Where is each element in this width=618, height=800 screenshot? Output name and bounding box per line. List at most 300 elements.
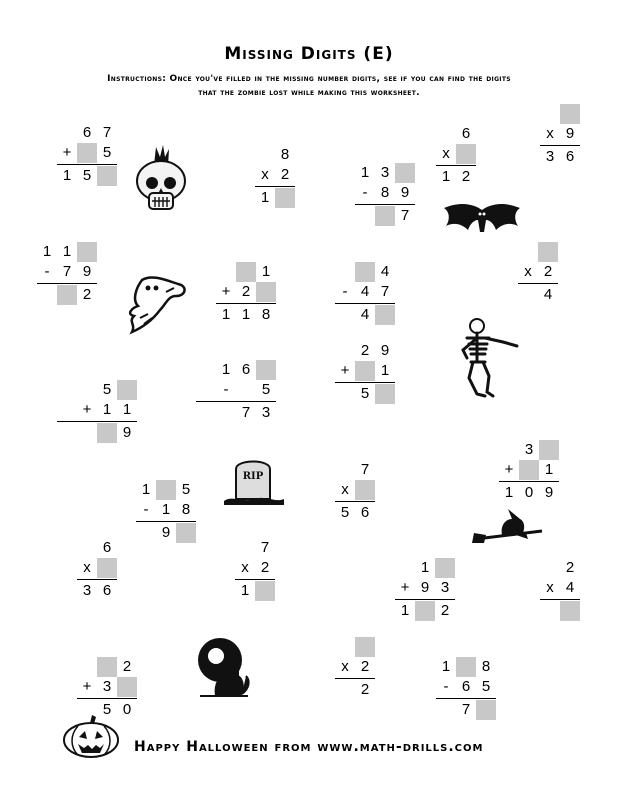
answer-rule	[540, 145, 580, 146]
digit: 9	[380, 342, 390, 359]
missing-digit-box[interactable]	[560, 601, 580, 621]
digit: 2	[565, 559, 575, 576]
problem-row	[518, 262, 558, 282]
missing-digit-box[interactable]	[375, 305, 395, 325]
moon-highlight	[208, 648, 224, 664]
problem-row	[355, 163, 415, 183]
problem-row	[335, 262, 395, 282]
problem-10	[335, 341, 395, 404]
digit	[499, 440, 519, 460]
digit	[540, 104, 560, 124]
digit	[216, 403, 236, 423]
missing-digit-box[interactable]	[97, 657, 117, 677]
missing-digit-box[interactable]	[476, 700, 496, 720]
problem-2	[255, 145, 295, 208]
missing-digit-box[interactable]	[97, 423, 117, 443]
digit: 9	[420, 579, 430, 596]
ghost-illustration	[122, 274, 192, 338]
black-cat-moon-illustration	[190, 636, 252, 698]
digit: 6	[360, 504, 370, 521]
problem-row	[395, 558, 455, 578]
tombstone-illustration	[222, 455, 286, 507]
operator: x	[341, 481, 349, 498]
missing-digit-box[interactable]	[395, 163, 415, 183]
missing-digit-box[interactable]	[117, 677, 137, 697]
digit	[518, 242, 538, 262]
answer-rule	[57, 421, 137, 422]
answer-rule	[436, 698, 496, 699]
ghost-eye-left	[146, 286, 151, 291]
missing-digit-box[interactable]	[355, 480, 375, 500]
digit: 1	[241, 306, 251, 323]
problem-19	[540, 558, 580, 621]
problem-row	[540, 558, 580, 578]
digit: 2	[280, 166, 290, 183]
digit	[540, 558, 560, 578]
problem-5	[540, 104, 580, 167]
digit: 1	[380, 362, 390, 379]
operator: +	[340, 362, 350, 379]
missing-digit-box[interactable]	[355, 637, 375, 657]
operator: x	[546, 125, 554, 142]
problem-row	[518, 285, 558, 305]
digit: 3	[440, 579, 450, 596]
problem-row	[57, 380, 137, 400]
digit: 1	[62, 167, 72, 184]
digit: 6	[82, 124, 92, 141]
operator: -	[44, 263, 50, 280]
skeleton-illustration	[455, 316, 525, 400]
digit: 1	[504, 484, 514, 501]
digit: 1	[420, 559, 430, 576]
problem-row	[335, 657, 375, 677]
digit: 7	[62, 263, 72, 280]
digit: 6	[102, 582, 112, 599]
problem-20	[77, 657, 137, 720]
digit: 3	[102, 678, 112, 695]
problem-row	[436, 167, 476, 187]
answer-rule	[216, 303, 276, 304]
digit	[395, 558, 415, 578]
missing-digit-box[interactable]	[176, 523, 196, 543]
problem-row	[335, 637, 375, 657]
digit: 4	[565, 579, 575, 596]
problem-row	[335, 460, 375, 480]
problem-13	[499, 440, 559, 503]
operator: -	[362, 184, 368, 201]
answer-rule	[335, 678, 375, 679]
problem-row	[540, 104, 580, 124]
answer-rule	[196, 401, 276, 402]
digit: 1	[400, 602, 410, 619]
digit: 5	[360, 385, 370, 402]
tombstone-label: RIP	[242, 471, 264, 482]
missing-digit-box[interactable]	[456, 657, 476, 677]
digit: 7	[260, 539, 270, 556]
problem-row	[540, 124, 580, 144]
ghost-eye-right	[154, 286, 159, 291]
footer: Happy Halloween from www.math-drills.com	[134, 739, 484, 755]
problem-1	[57, 123, 117, 186]
missing-digit-box[interactable]	[256, 360, 276, 380]
problem-row	[499, 440, 559, 460]
skeleton-bones	[463, 333, 517, 396]
digit	[57, 380, 77, 400]
problem-row	[235, 581, 275, 601]
problem-row	[196, 360, 276, 380]
problem-row	[335, 305, 395, 325]
missing-digit-box[interactable]	[77, 143, 97, 163]
problem-row	[436, 700, 496, 720]
digit: 6	[461, 125, 471, 142]
missing-digit-box[interactable]	[77, 242, 97, 262]
problem-row	[335, 282, 395, 302]
digit: 9	[565, 125, 575, 142]
digit: 5	[481, 678, 491, 695]
digit	[57, 123, 77, 143]
digit: 3	[261, 404, 271, 421]
digit: 0	[524, 484, 534, 501]
problem-row	[216, 262, 276, 282]
answer-rule	[355, 204, 415, 205]
problem-9	[518, 242, 558, 305]
digit	[216, 262, 236, 282]
answer-rule	[335, 303, 395, 304]
ghost-body	[130, 277, 184, 332]
answer-rule	[235, 579, 275, 580]
problem-row	[77, 581, 117, 601]
digit: 8	[481, 658, 491, 675]
digit: 9	[400, 184, 410, 201]
digit	[335, 341, 355, 361]
digit	[335, 305, 355, 325]
operator: +	[400, 579, 410, 596]
operator: x	[83, 559, 91, 576]
problem-16	[77, 538, 117, 601]
digit	[77, 423, 97, 443]
digit: 6	[102, 539, 112, 556]
problem-row	[335, 503, 375, 523]
digit	[77, 657, 97, 677]
digit	[196, 403, 216, 423]
problem-18	[395, 558, 455, 621]
problem-row	[57, 400, 137, 420]
digit: 3	[545, 148, 555, 165]
digit	[57, 400, 77, 420]
digit: 5	[102, 144, 112, 161]
digit: 8	[280, 146, 290, 163]
digit: 1	[260, 189, 270, 206]
digit: 1	[221, 361, 231, 378]
answer-rule	[136, 521, 196, 522]
digit: 1	[441, 168, 451, 185]
problem-row	[355, 206, 415, 226]
skull-illustration	[130, 143, 192, 213]
digit	[196, 380, 216, 400]
operator: -	[143, 501, 149, 518]
operator: -	[223, 381, 229, 398]
bat-silhouette	[444, 204, 520, 232]
problem-row	[235, 558, 275, 578]
problem-row	[196, 380, 276, 400]
problem-4	[436, 124, 476, 187]
digit: 5	[340, 504, 350, 521]
digit: 2	[360, 658, 370, 675]
digit	[57, 423, 77, 443]
problem-row	[335, 341, 395, 361]
problem-row	[77, 538, 117, 558]
answer-rule	[436, 165, 476, 166]
skull-eye-right	[164, 177, 176, 189]
digit: 7	[241, 404, 251, 421]
problem-row	[395, 601, 455, 621]
problem-row	[235, 538, 275, 558]
problem-row	[77, 677, 137, 697]
digit: 7	[380, 283, 390, 300]
problem-6	[37, 242, 97, 305]
digit: 1	[261, 263, 271, 280]
digit: 5	[261, 381, 271, 398]
operator: x	[524, 263, 532, 280]
witch-illustration	[472, 507, 548, 547]
problem-14	[136, 480, 196, 543]
missing-digit-box[interactable]	[97, 558, 117, 578]
witch-figure	[502, 509, 528, 539]
answer-rule	[57, 164, 117, 165]
operator: +	[82, 678, 92, 695]
problem-3	[355, 163, 415, 226]
problem-8	[335, 262, 395, 325]
digit: 7	[400, 207, 410, 224]
instructions	[30, 72, 588, 100]
digit	[196, 360, 216, 380]
problem-row	[136, 480, 196, 500]
digit	[540, 601, 560, 621]
digit: 9	[82, 263, 92, 280]
problem-row	[37, 242, 97, 262]
problem-row	[57, 143, 117, 163]
problem-row	[499, 483, 559, 503]
digit: 6	[565, 148, 575, 165]
missing-digit-box[interactable]	[256, 282, 276, 302]
digit: 8	[181, 501, 191, 518]
digit: 2	[82, 286, 92, 303]
bat-illustration	[440, 198, 524, 240]
missing-digit-box[interactable]	[435, 558, 455, 578]
problem-row	[216, 282, 276, 302]
answer-rule	[335, 382, 395, 383]
digit: 5	[82, 167, 92, 184]
digit: 8	[261, 306, 271, 323]
digit: 3	[524, 441, 534, 458]
problem-11	[196, 360, 276, 423]
digit: 2	[241, 283, 251, 300]
missing-digit-box[interactable]	[375, 206, 395, 226]
digit: 1	[360, 164, 370, 181]
digit	[235, 538, 255, 558]
problem-22	[436, 657, 496, 720]
digit: 1	[102, 401, 112, 418]
digit: 0	[122, 701, 132, 718]
digit: 8	[380, 184, 390, 201]
pumpkin-illustration	[62, 713, 120, 759]
digit	[436, 700, 456, 720]
missing-digit-box[interactable]	[275, 188, 295, 208]
operator: x	[261, 166, 269, 183]
digit	[255, 145, 275, 165]
problem-row	[196, 403, 276, 423]
problem-row	[436, 657, 496, 677]
operator: x	[241, 559, 249, 576]
digit: 5	[102, 701, 112, 718]
bat-eye-right	[483, 213, 486, 216]
missing-digit-box[interactable]	[117, 380, 137, 400]
missing-digit-box[interactable]	[375, 384, 395, 404]
missing-digit-box[interactable]	[355, 262, 375, 282]
missing-digit-box[interactable]	[57, 285, 77, 305]
answer-rule	[395, 599, 455, 600]
answer-rule	[77, 579, 117, 580]
problem-row	[37, 285, 97, 305]
digit: 2	[360, 342, 370, 359]
digit: 1	[221, 306, 231, 323]
digit	[335, 384, 355, 404]
digit: 7	[461, 701, 471, 718]
problem-row	[57, 166, 117, 186]
problem-row	[37, 262, 97, 282]
missing-digit-box[interactable]	[156, 480, 176, 500]
answer-rule	[518, 283, 558, 284]
operator: x	[341, 658, 349, 675]
answer-rule	[255, 186, 295, 187]
problem-row	[518, 242, 558, 262]
digit: 7	[360, 461, 370, 478]
missing-digit-box[interactable]	[456, 144, 476, 164]
digit: 9	[122, 424, 132, 441]
digit: 4	[380, 263, 390, 280]
problem-row	[335, 384, 395, 404]
problem-row	[335, 480, 375, 500]
answer-rule	[335, 501, 375, 502]
problem-row	[436, 144, 476, 164]
problem-row	[136, 500, 196, 520]
digit: 5	[102, 381, 112, 398]
problem-row	[540, 147, 580, 167]
digit: 1	[161, 501, 171, 518]
problem-row	[540, 578, 580, 598]
skeleton-skull	[470, 319, 484, 333]
digit: 4	[360, 283, 370, 300]
missing-digit-box[interactable]	[539, 440, 559, 460]
digit: 2	[360, 681, 370, 698]
problem-row	[255, 145, 295, 165]
digit	[355, 206, 375, 226]
digit: 5	[181, 481, 191, 498]
problem-row	[255, 188, 295, 208]
digit: 9	[161, 524, 171, 541]
missing-digit-box[interactable]	[560, 104, 580, 124]
problem-row	[136, 523, 196, 543]
digit: 2	[440, 602, 450, 619]
digit	[335, 460, 355, 480]
missing-digit-box[interactable]	[415, 601, 435, 621]
digit: 1	[141, 481, 151, 498]
digit: 1	[544, 461, 554, 478]
digit	[37, 285, 57, 305]
digit	[335, 680, 355, 700]
problem-row	[335, 680, 375, 700]
problem-15	[335, 460, 375, 523]
digit: 9	[544, 484, 554, 501]
problem-row	[355, 183, 415, 203]
problem-row	[57, 423, 137, 443]
witch-bristles	[472, 533, 486, 543]
problem-row	[395, 578, 455, 598]
missing-digit-box[interactable]	[97, 166, 117, 186]
operator: -	[342, 283, 348, 300]
instructions-line-2: that the zombie lost while making this worksheet.	[198, 88, 420, 98]
skull-eye-left	[146, 177, 158, 189]
digit: 3	[380, 164, 390, 181]
problem-row	[540, 601, 580, 621]
problem-row	[499, 460, 559, 480]
operator: x	[442, 145, 450, 162]
problem-row	[77, 657, 137, 677]
missing-digit-box[interactable]	[255, 581, 275, 601]
problem-row	[216, 305, 276, 325]
problem-21	[335, 637, 375, 700]
digit	[136, 523, 156, 543]
digit: 7	[102, 124, 112, 141]
problem-row	[57, 123, 117, 143]
answer-rule	[77, 698, 137, 699]
digit: 2	[461, 168, 471, 185]
problem-row	[436, 677, 496, 697]
bat-eye-left	[479, 213, 482, 216]
operator: +	[221, 283, 231, 300]
digit	[518, 285, 538, 305]
digit	[335, 262, 355, 282]
digit: 2	[543, 263, 553, 280]
digit: 4	[360, 306, 370, 323]
operator: +	[62, 144, 72, 161]
answer-rule	[499, 481, 559, 482]
operator: -	[443, 678, 449, 695]
digit: 2	[260, 559, 270, 576]
missing-digit-box[interactable]	[236, 262, 256, 282]
problem-row	[335, 361, 395, 381]
answer-rule	[37, 283, 97, 284]
problem-12	[57, 380, 137, 443]
digit: 2	[122, 658, 132, 675]
operator: +	[504, 461, 514, 478]
digit	[436, 124, 456, 144]
missing-digit-box[interactable]	[519, 460, 539, 480]
page-title: Missing Digits (E)	[224, 44, 394, 64]
problem-row	[255, 165, 295, 185]
problem-7	[216, 262, 276, 325]
missing-digit-box[interactable]	[355, 361, 375, 381]
operator: +	[82, 401, 92, 418]
operator: x	[546, 579, 554, 596]
problem-17	[235, 538, 275, 601]
missing-digit-box[interactable]	[538, 242, 558, 262]
problem-row	[77, 558, 117, 578]
digit: 4	[543, 286, 553, 303]
digit	[77, 380, 97, 400]
digit: 6	[241, 361, 251, 378]
digit: 1	[42, 243, 52, 260]
